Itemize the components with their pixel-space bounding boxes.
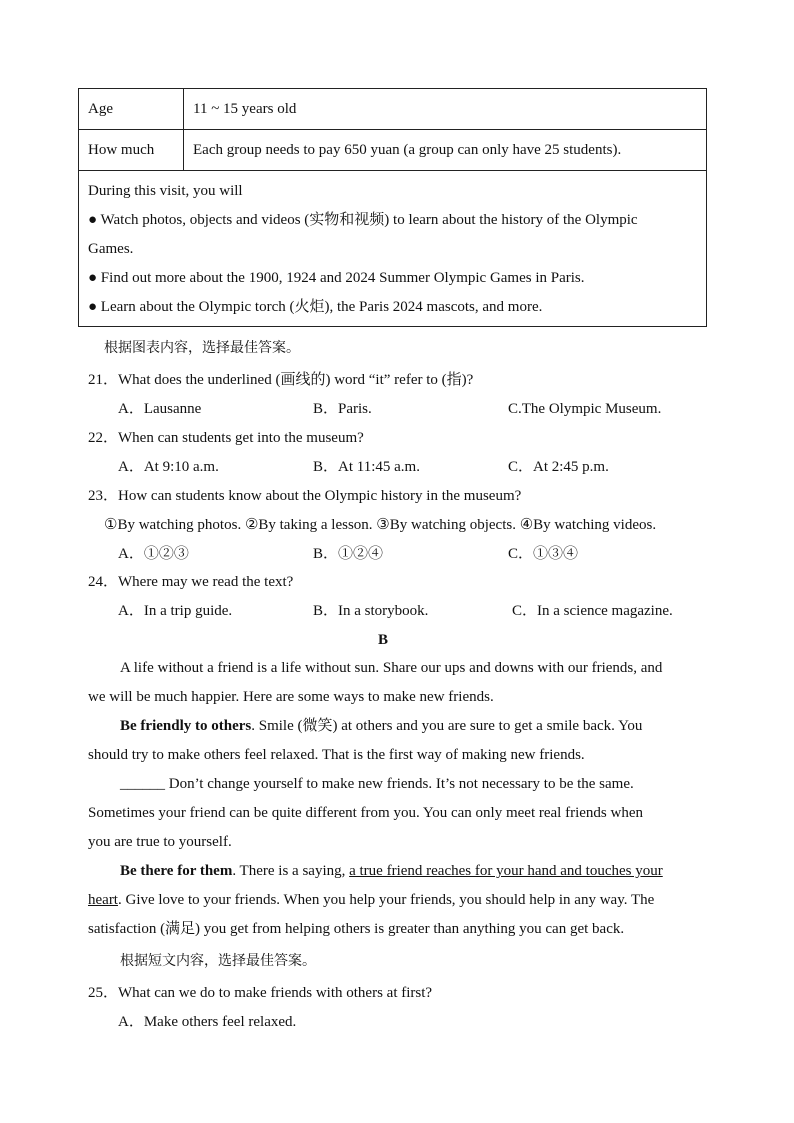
option-a: A．Lausanne: [118, 401, 202, 417]
instruction-b: 根据短文内容，选择最佳答案。: [120, 953, 316, 969]
option-b: B．In a storybook.: [313, 603, 429, 619]
passage-line: satisfaction (满足) you get from helping others is greater than anything you can get back.: [88, 921, 625, 937]
question-24: 24．Where may we read the text?: [88, 574, 294, 590]
instruction-a: 根据图表内容，选择最佳答案。: [104, 340, 300, 356]
option-a: A．At 9:10 a.m.: [118, 459, 219, 475]
option-c: C．①③④: [508, 546, 579, 562]
passage-text: Don’t change yourself to make new friends. It’s not necessary to be the same.: [165, 776, 634, 792]
info-table: [78, 88, 707, 327]
option-c: C．In a science magazine.: [512, 603, 673, 619]
passage-line: Sometimes your friend can be quite different from you. You can only meet real friends when: [88, 805, 643, 821]
question-23: 23．How can students know about the Olympic history in the museum?: [88, 488, 522, 504]
visit-intro: During this visit, you will: [88, 183, 243, 199]
passage-line: should try to make others feel relaxed. That is the first way of making new friends.: [88, 747, 585, 763]
price-label: How much: [79, 130, 184, 170]
passage-line: [120, 716, 642, 736]
question-23-choices: ①By watching photos. ②By taking a lesson. ③By watching objects. ④By watching videos.: [104, 517, 657, 533]
underlined-sentence: heart: [88, 892, 118, 908]
passage-text: . Give love to your friends. When you help your friends, you should help in any way. The: [117, 892, 655, 908]
passage-line: [120, 861, 663, 881]
passage-line: you are true to yourself.: [88, 834, 232, 850]
option-a: A．In a trip guide.: [118, 603, 233, 619]
passage-text: . Smile (微笑) at others and you are sure to get a smile back. You: [251, 718, 643, 734]
option-b: B．At 11:45 a.m.: [313, 459, 420, 475]
table-row-price: [79, 130, 706, 171]
passage-line: A life without a friend is a life without sun. Share our ups and downs with our friends, and: [120, 660, 663, 676]
visit-item: ● Learn about the Olympic torch (火炬), the Paris 2024 mascots, and more.: [88, 299, 543, 315]
underlined-sentence: a true friend reaches for your hand and touches your: [349, 863, 663, 879]
visit-item: Games.: [88, 241, 134, 257]
option-c: C．At 2:45 p.m.: [508, 459, 609, 475]
section-heading: B: [378, 632, 389, 648]
table-row-age: [79, 89, 706, 130]
option-a: A．①②③: [118, 546, 189, 562]
age-label: Age: [79, 89, 184, 129]
blank: ______: [120, 776, 165, 792]
passage-line: we will be much happier. Here are some ways to make new friends.: [88, 689, 494, 705]
option-b: B．①②④: [313, 546, 384, 562]
question-21: 21．What does the underlined (画线的) word “it” refer to (指)?: [88, 372, 474, 388]
passage-line: [88, 890, 654, 910]
age-value: 11 ~ 15 years old: [193, 101, 297, 117]
question-22: 22．When can students get into the museum?: [88, 430, 364, 446]
option-a: A．Make others feel relaxed.: [118, 1014, 297, 1030]
passage-line: [120, 774, 634, 794]
passage-text: . There is a saying,: [232, 863, 350, 879]
visit-item: ● Watch photos, objects and videos (实物和视频) to learn about the history of the Olympic: [88, 212, 638, 228]
option-b: B．Paris.: [313, 401, 372, 417]
visit-cell: [79, 171, 706, 326]
subheading: Be there for them: [120, 863, 233, 879]
option-c: C.The Olympic Museum.: [508, 401, 662, 417]
subheading: Be friendly to others: [120, 718, 252, 734]
question-25: 25．What can we do to make friends with others at first?: [88, 985, 433, 1001]
visit-item: ● Find out more about the 1900, 1924 and 2024 Summer Olympic Games in Paris.: [88, 270, 585, 286]
price-value: Each group needs to pay 650 yuan (a group can only have 25 students).: [193, 142, 622, 158]
